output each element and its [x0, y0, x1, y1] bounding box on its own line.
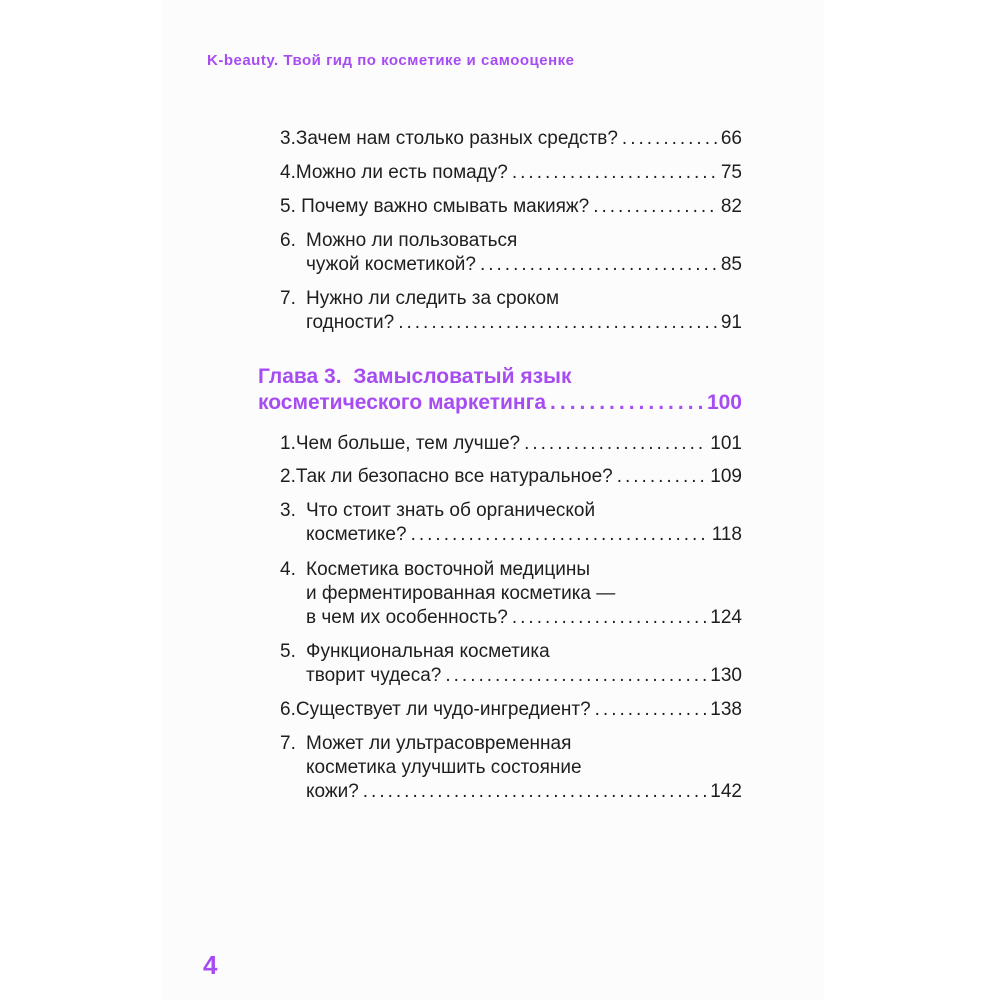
entry-number: 3.: [280, 128, 296, 149]
entry-page: 101: [710, 433, 742, 454]
dot-leader: [363, 780, 707, 804]
toc-entry: [258, 465, 742, 489]
entry-title-continued: кожи?: [306, 781, 359, 802]
toc-entry: [258, 558, 742, 630]
entry-title: Зачем нам столько разных средств?: [295, 128, 618, 149]
entry-page: 82: [720, 196, 742, 217]
entry-page: 66: [720, 128, 742, 149]
entry-title-continued: в чем их особенность?: [306, 607, 508, 628]
entry-title: Так ли безопасно все натуральное?: [295, 466, 613, 487]
entry-number: 1.: [280, 433, 296, 454]
entry-title-continued: годности?: [306, 312, 395, 333]
entry-title: Может ли ультрасовременная: [306, 733, 572, 754]
running-head: K-beauty. Твой гид по косметике и самооценке: [207, 52, 575, 69]
entry-number: 4.: [280, 162, 296, 183]
entry-title: Можно ли есть помаду?: [295, 162, 508, 183]
dot-leader: [524, 432, 706, 456]
entry-title-continued: косметика улучшить состояние: [306, 757, 582, 778]
chapter-title-continued: косметического маркетинга: [258, 391, 547, 414]
dot-leader: [617, 465, 707, 489]
entry-number: 2.: [280, 466, 296, 487]
toc-entry: [258, 287, 742, 335]
entry-title-continued: и ферментированная косметика —: [306, 583, 616, 604]
toc-entry: [258, 127, 742, 151]
entry-title: Что стоит знать об органической: [306, 500, 596, 521]
toc-entry: [258, 229, 742, 277]
dot-leader: [411, 523, 708, 547]
entry-number: 5.: [280, 196, 296, 217]
dot-leader: [445, 664, 706, 688]
toc-entry: [258, 732, 742, 804]
entry-title: Функциональная косметика: [306, 641, 550, 662]
entry-number: 6.: [280, 230, 296, 251]
dot-leader: [512, 161, 717, 185]
toc-entry: [258, 640, 742, 688]
chapter-page: 100: [706, 391, 742, 414]
entry-page: 124: [710, 607, 742, 628]
entry-page: 109: [710, 466, 742, 487]
entry-number: 4.: [280, 559, 296, 580]
dot-leader: [512, 606, 706, 630]
toc-entry: [258, 195, 742, 219]
entry-number: 6.: [280, 699, 296, 720]
entry-page: 142: [710, 781, 742, 802]
toc-entry: [258, 432, 742, 456]
toc-entry: [258, 698, 742, 722]
dot-leader: [593, 195, 717, 219]
entry-number: 7.: [280, 733, 296, 754]
entry-title: Нужно ли следить за сроком: [306, 288, 560, 309]
dot-leader: [595, 698, 707, 722]
toc-entry: [258, 161, 742, 185]
entry-number: 5.: [280, 641, 296, 662]
entry-number: 3.: [280, 500, 296, 521]
entry-number: 7.: [280, 288, 296, 309]
entry-page: 75: [720, 162, 742, 183]
entry-title: Существует ли чудо-ингредиент?: [295, 699, 591, 720]
entry-title: Косметика восточной медицины: [306, 559, 591, 580]
entry-title-continued: косметике?: [306, 524, 407, 545]
entry-page: 118: [711, 524, 742, 545]
toc-entry: [258, 499, 742, 547]
dot-leader: [398, 311, 717, 335]
dot-leader: [480, 253, 717, 277]
dot-leader: [550, 390, 703, 416]
entry-title: Чем больше, тем лучше?: [295, 433, 521, 454]
entry-title-continued: творит чудеса?: [306, 665, 442, 686]
entry-title: Почему важно смывать макияж?: [295, 196, 590, 217]
page-number: 4: [203, 950, 218, 980]
entry-page: 130: [710, 665, 742, 686]
entry-page: 85: [720, 254, 742, 275]
chapter-heading: [258, 364, 742, 416]
chapter-title: Глава 3. Замысловатый язык: [258, 365, 572, 388]
dot-leader: [622, 127, 717, 151]
entry-title: Можно ли пользоваться: [306, 230, 518, 251]
entry-page: 138: [710, 699, 742, 720]
entry-title-continued: чужой косметикой?: [306, 254, 476, 275]
entry-page: 91: [720, 312, 742, 333]
